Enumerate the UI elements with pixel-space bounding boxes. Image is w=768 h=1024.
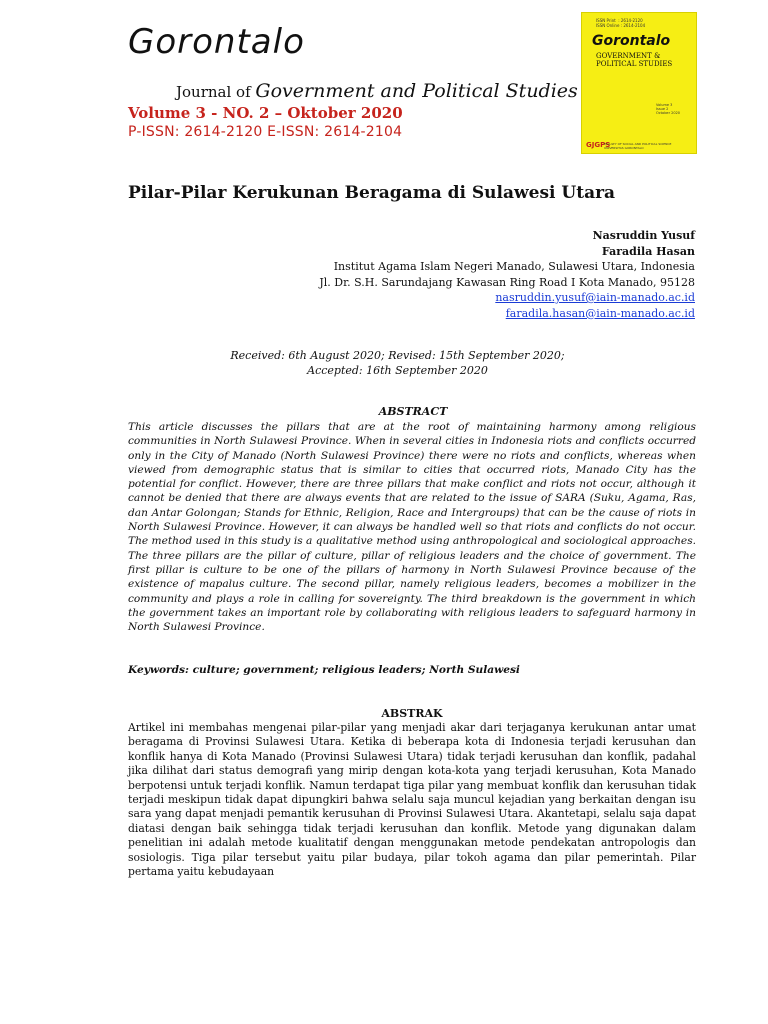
article-title: Pilar-Pilar Kerukunan Beragama di Sulawesi Utara [128,183,616,203]
received-revised-dates: Received: 6th August 2020; Revised: 15th September 2020; [230,349,565,362]
abstrak-heading: ABSTRAK [381,707,443,720]
cover-subtitle: GOVERNMENT & POLITICAL STUDIES [596,52,673,68]
cover-volume: Volume 3 Issue 2 October 2020 [656,103,681,115]
cover-faculty: FACULTY OF SOCIAL AND POLITICAL SCIENCE UNIVERSITAS GORONTALO [604,142,672,150]
author-address: Jl. Dr. S.H. Sarundajang Kawasan Ring Road I Kota Manado, 95128 [319,275,695,289]
author-affiliation: Institut Agama Islam Negeri Manado, Sulawesi Utara, Indonesia [333,260,695,273]
journal-name: Government and Political Studies [255,80,578,102]
author-email-link[interactable]: faradila.hasan@iain-manado.ac.id [505,306,695,320]
cover-issn: ISSN Print : 2614-2120 ISSN Online : 2614-2104 [596,18,646,28]
issn-numbers: P-ISSN: 2614-2120 E-ISSN: 2614-2104 [128,124,403,140]
cover-title: Gorontalo [592,33,671,49]
journal-cover-image [581,12,697,154]
journal-prefix: Journal of [176,83,256,101]
journal-name-line [176,80,578,102]
abstract-text: This article discusses the pillars that are at the root of maintaining harmony among religious communities in North Sulawesi Province. When in several cities in Indonesia riots and conflicts occurred only in the City of Manado (North Sulawesi Province) there were no riots and conflicts, whereas when viewed from demographic status that is similar to cities that occurred riots, Manado City has the potential for conflict. However, there are three pillars that make conflict and riots not occur, although it cannot be denied that there are always events that are related to the issue of SARA (Suku, Agama, Ras, dan Antar Golongan; Stands for Ethnic, Religion, Race and Intergroups) that can be the cause of riots in North Sulawesi Province. However, it can always be handled well so that riots and conflicts do not occur. The method used in this study is a qualitative method using anthropological and sociological approaches. The three pillars are the pillar of culture, pillar of religious leaders and the choice of government. The first pillar is culture to be one of the pillars of harmony in North Sulawesi Province because of the existence of mapalus culture. The second pillar, namely religious leaders, becomes a mobilizer in the community and plays a role in calling for sovereignty. The third breakdown is the government in which the government takes an important role by collaborating with religious leaders to safeguard harmony in North Sulawesi Province. [128,421,696,634]
abstrak-text: Artikel ini membahas mengenai pilar-pilar yang menjadi akar dari terjaganya kerukunan antar umat beragama di Provinsi Sulawesi Utara. Ketika di beberapa kota di Indonesia terjadi kerusuhan dan konflik hanya di Kota Manado (Provinsi Sulawesi Utara) tidak terjadi kerusuhan dan konflik, padahal jika dilihat dari status demografi yang mirip dengan kota-kota yang terjadi kerusuhan, Kota Manado berpotensi untuk terjadi konflik. Namun terdapat tiga pilar yang membuat konflik dan kerusuhan tidak terjadi meskipun tidak dapat dipungkiri bahwa selalu saja muncul kejadian yang berkaitan dengan isu sara yang dapat menjadi pemantik kerusuhan di Provinsi Sulawesi Utara. Akantetapi, selalu saja dapat diatasi dengan baik sehingga tidak terjadi kerusuhan dan konflik. Metode yang digunakan dalam penelitian ini adalah metode kualitatif dengan menggunakan metode pendekatan antropologis dan sosiologis. Tiga pilar tersebut yaitu pilar budaya, pilar tokoh agama dan pilar pemerintah. Pilar pertama yaitu kebudayaan [128,721,696,879]
submission-dates [128,348,667,378]
volume-issue: Volume 3 - NO. 2 – Oktober 2020 [128,104,403,122]
author-block [319,228,695,321]
cover-logo: GJGPS [586,141,611,149]
keywords: Keywords: culture; government; religious leaders; North Sulawesi [128,664,520,676]
accepted-date: Accepted: 16th September 2020 [307,364,488,377]
author-name: Faradila Hasan [601,244,695,258]
journal-masthead-title: Gorontalo [128,22,305,62]
author-email-link[interactable]: nasruddin.yusuf@iain-manado.ac.id [495,291,695,304]
author-name: Nasruddin Yusuf [592,229,695,242]
abstract-heading: ABSTRACT [378,405,448,418]
